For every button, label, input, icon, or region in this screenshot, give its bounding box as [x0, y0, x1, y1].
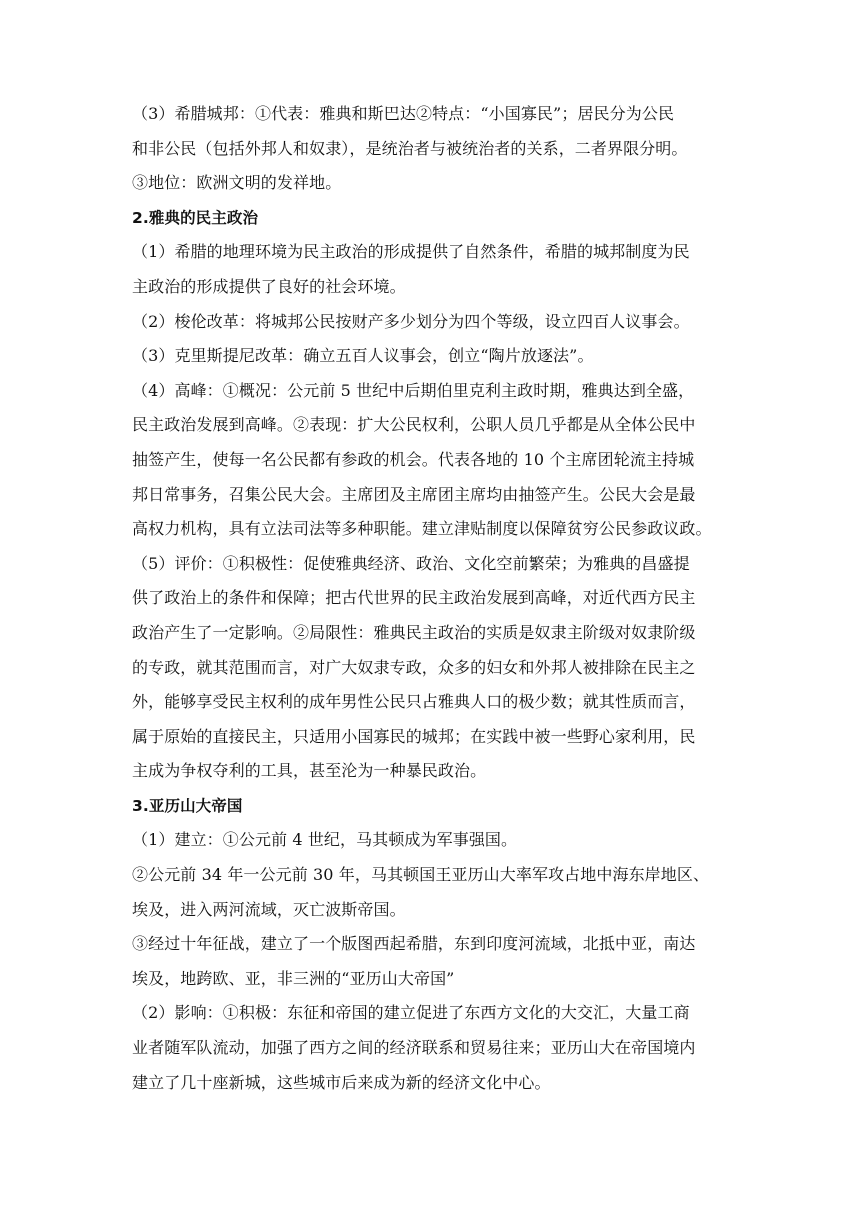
text-line: （1）建立：①公元前 4 世纪，马其顿成为军事强国。: [132, 830, 518, 850]
text-line: 属于原始的直接民主，只适用小国寡民的城邦；在实践中被一些野心家利用，民: [132, 726, 696, 746]
text-line: （4）高峰：①概况：公元前 5 世纪中后期伯里克利主政时期，雅典达到全盛，: [132, 380, 695, 400]
text-line: 外，能够享受民主权利的成年男性公民只占雅典人口的极少数；就其性质而言，: [132, 692, 696, 712]
section-heading: 2.雅典的民主政治: [132, 208, 259, 227]
text-line: （5）评价：①积极性：促使雅典经济、政治、文化空前繁荣；为雅典的昌盛提: [132, 553, 690, 573]
text-line: （3）希腊城邦：①代表：雅典和斯巴达②特点：“小国寡民”；居民分为公民: [132, 104, 675, 123]
text-line: 建立了几十座新城，这些城市后来成为新的经济文化中心。: [132, 1072, 551, 1092]
document-page: [132, 104, 732, 1107]
text-line: （3）克里斯提尼改革：确立五百人议事会，创立“陶片放逐法”。: [132, 346, 594, 366]
text-line: （2）梭伦改革：将城邦公民按财产多少划分为四个等级，设立四百人议事会。: [132, 311, 690, 331]
text-line: 抽签产生，使每一名公民都有参政的机会。代表各地的 10 个主席团轮流主持城: [132, 449, 695, 469]
text-line: 埃及，地跨欧、亚，非三洲的“亚历山大帝国”: [132, 968, 455, 988]
text-line: 和非公民（包括外邦人和奴隶），是统治者与被统治者的关系，二者界限分明。: [132, 138, 688, 158]
text-line: 民主政治发展到高峰。②表现：扩大公民权利，公职人员几乎都是从全体公民中: [132, 415, 696, 435]
text-line: 的专政，就其范围而言，对广大奴隶专政，众多的妇女和外邦人被排除在民主之: [132, 657, 696, 677]
text-line: 政治产生了一定影响。②局限性：雅典民主政治的实质是奴隶主阶级对奴隶阶级: [132, 622, 696, 642]
text-line: 主政治的形成提供了良好的社会环境。: [132, 276, 406, 296]
text-line: ②公元前 34 年一公元前 30 年，马其顿国王亚历山大率军攻占地中海东岸地区、: [132, 865, 710, 885]
text-line: 主成为争权夺利的工具，甚至沦为一种暴民政治。: [132, 761, 487, 781]
text-line: 高权力机构，具有立法司法等多种职能。建立津贴制度以保障贫穷公民参政议政。: [132, 519, 712, 539]
text-line: ③经过十年征战，建立了一个版图西起希腊，东到印度河流域，北抵中亚，南达: [132, 934, 696, 954]
text-line: 供了政治上的条件和保障；把古代世界的民主政治发展到高峰，对近代西方民主: [132, 588, 696, 608]
text-line: （2）影响：①积极：东征和帝国的建立促进了东西方文化的大交汇，大量工商: [132, 1003, 690, 1023]
text-line: 埃及，进入两河流域，灭亡波斯帝国。: [132, 899, 406, 919]
text-line: 业者随军队流动，加强了西方之间的经济联系和贸易往来；亚历山大在帝国境内: [132, 1038, 696, 1058]
section-heading: 3.亚历山大帝国: [132, 796, 243, 815]
text-line: 邦日常事务，召集公民大会。主席团及主席团主席均由抽签产生。公民大会是最: [132, 484, 696, 504]
text-line: （1）希腊的地理环境为民主政治的形成提供了自然条件，希腊的城邦制度为民: [132, 242, 690, 262]
text-line: ③地位：欧洲文明的发祥地。: [132, 173, 342, 193]
text-body: [132, 104, 732, 1093]
